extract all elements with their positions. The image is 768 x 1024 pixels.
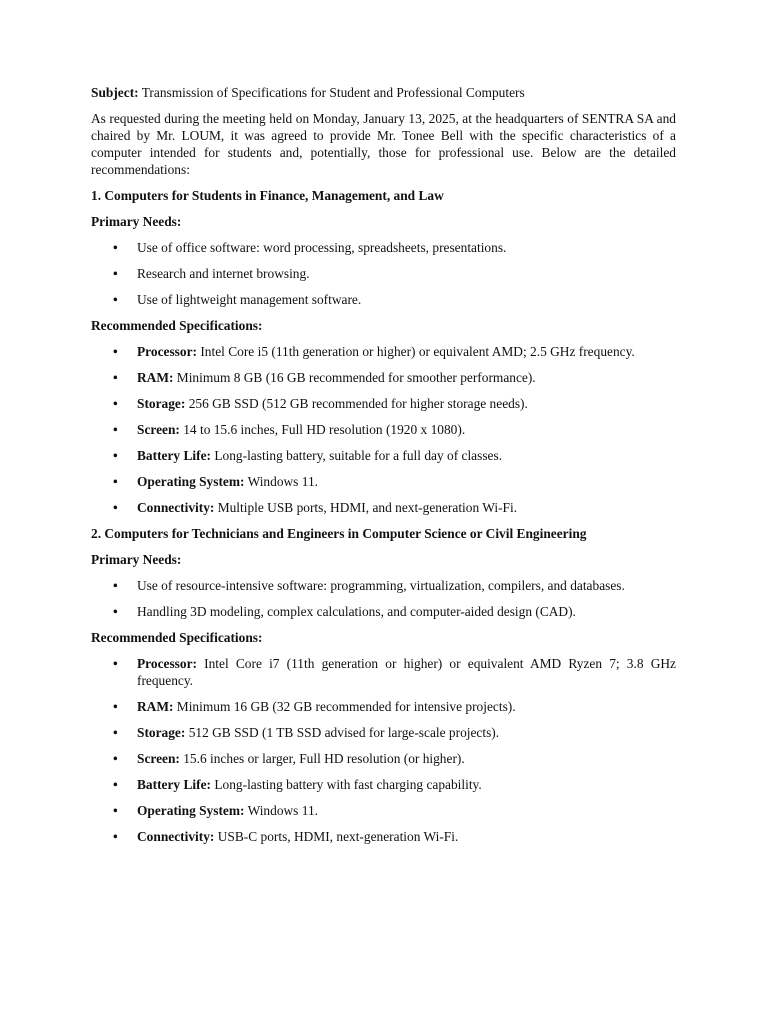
spec-text: Windows 11.	[244, 474, 318, 489]
list-item: • Research and internet browsing.	[91, 265, 676, 282]
document-page	[91, 84, 676, 854]
spec-label: Operating System:	[137, 803, 245, 818]
list-item	[91, 369, 676, 386]
spec-label: Operating System:	[137, 474, 245, 489]
spec-label: RAM:	[137, 370, 174, 385]
subject-label: Subject:	[91, 85, 139, 100]
section-title: 1. Computers for Students in Finance, Management, and Law	[91, 188, 444, 203]
spec-text: Intel Core i7 (11th generation or higher) or equivalent AMD Ryzen 7; 3.8 GHz frequency.	[137, 656, 676, 688]
spec-text: Multiple USB ports, HDMI, and next-generation Wi-Fi.	[214, 500, 518, 515]
intro-paragraph: As requested during the meeting held on Monday, January 13, 2025, at the headquarters of SENTRA SA and chaired by Mr. LOUM, it was agreed to provide Mr. Tonee Bell with the specific characteristics of a computer intended for students and, potentially, those for professional use. Below are the detailed recommendations:	[91, 111, 676, 177]
list-item	[91, 499, 676, 516]
spec-text: Long-lasting battery, suitable for a full day of classes.	[211, 448, 503, 463]
spec-text: Minimum 16 GB (32 GB recommended for intensive projects).	[173, 699, 516, 714]
spec-label: Screen:	[137, 751, 180, 766]
spec-label: Connectivity:	[137, 829, 215, 844]
spec-text: 15.6 inches or larger, Full HD resolution (or higher).	[179, 751, 465, 766]
spec-text: 512 GB SSD (1 TB SSD advised for large-scale projects).	[185, 725, 500, 740]
needs-heading: Primary Needs:	[91, 552, 182, 567]
needs-list	[91, 239, 676, 308]
list-item	[91, 421, 676, 438]
spec-text: Minimum 8 GB (16 GB recommended for smoother performance).	[173, 370, 536, 385]
list-item	[91, 655, 676, 689]
spec-label: Processor:	[137, 344, 197, 359]
list-item	[91, 802, 676, 819]
spec-text: Long-lasting battery with fast charging capability.	[211, 777, 482, 792]
specs-heading: Recommended Specifications:	[91, 630, 263, 645]
list-item	[91, 698, 676, 715]
specs-list	[91, 343, 676, 516]
list-item	[91, 395, 676, 412]
spec-text: 14 to 15.6 inches, Full HD resolution (1920 x 1080).	[179, 422, 466, 437]
spec-text: Intel Core i5 (11th generation or higher) or equivalent AMD; 2.5 GHz frequency.	[196, 344, 635, 359]
list-item: • Handling 3D modeling, complex calculations, and computer-aided design (CAD).	[91, 603, 676, 620]
spec-text: USB-C ports, HDMI, next-generation Wi-Fi.	[214, 829, 459, 844]
spec-label: Battery Life:	[137, 448, 211, 463]
list-item: • Use of lightweight management software.	[91, 291, 676, 308]
section-title: 2. Computers for Technicians and Engineers in Computer Science or Civil Engineering	[91, 526, 587, 541]
subject-text: Transmission of Specifications for Student and Professional Computers	[138, 85, 525, 100]
list-item	[91, 447, 676, 464]
spec-text: 256 GB SSD (512 GB recommended for higher storage needs).	[185, 396, 528, 411]
section-students	[91, 187, 676, 516]
needs-heading: Primary Needs:	[91, 214, 182, 229]
spec-label: Processor:	[137, 656, 197, 671]
spec-label: Battery Life:	[137, 777, 211, 792]
list-item	[91, 724, 676, 741]
list-item	[91, 343, 676, 360]
spec-text: Windows 11.	[244, 803, 318, 818]
specs-list	[91, 655, 676, 845]
spec-label: Storage:	[137, 396, 186, 411]
list-item	[91, 828, 676, 845]
spec-label: RAM:	[137, 699, 174, 714]
list-item	[91, 750, 676, 767]
list-item: • Use of office software: word processing, spreadsheets, presentations.	[91, 239, 676, 256]
spec-label: Connectivity:	[137, 500, 215, 515]
specs-heading: Recommended Specifications:	[91, 318, 263, 333]
section-engineers	[91, 525, 676, 845]
spec-label: Screen:	[137, 422, 180, 437]
list-item: • Use of resource-intensive software: programming, virtualization, compilers, and databases.	[91, 577, 676, 594]
spec-label: Storage:	[137, 725, 186, 740]
list-item	[91, 473, 676, 490]
needs-list	[91, 577, 676, 620]
subject-line	[91, 84, 676, 101]
list-item	[91, 776, 676, 793]
